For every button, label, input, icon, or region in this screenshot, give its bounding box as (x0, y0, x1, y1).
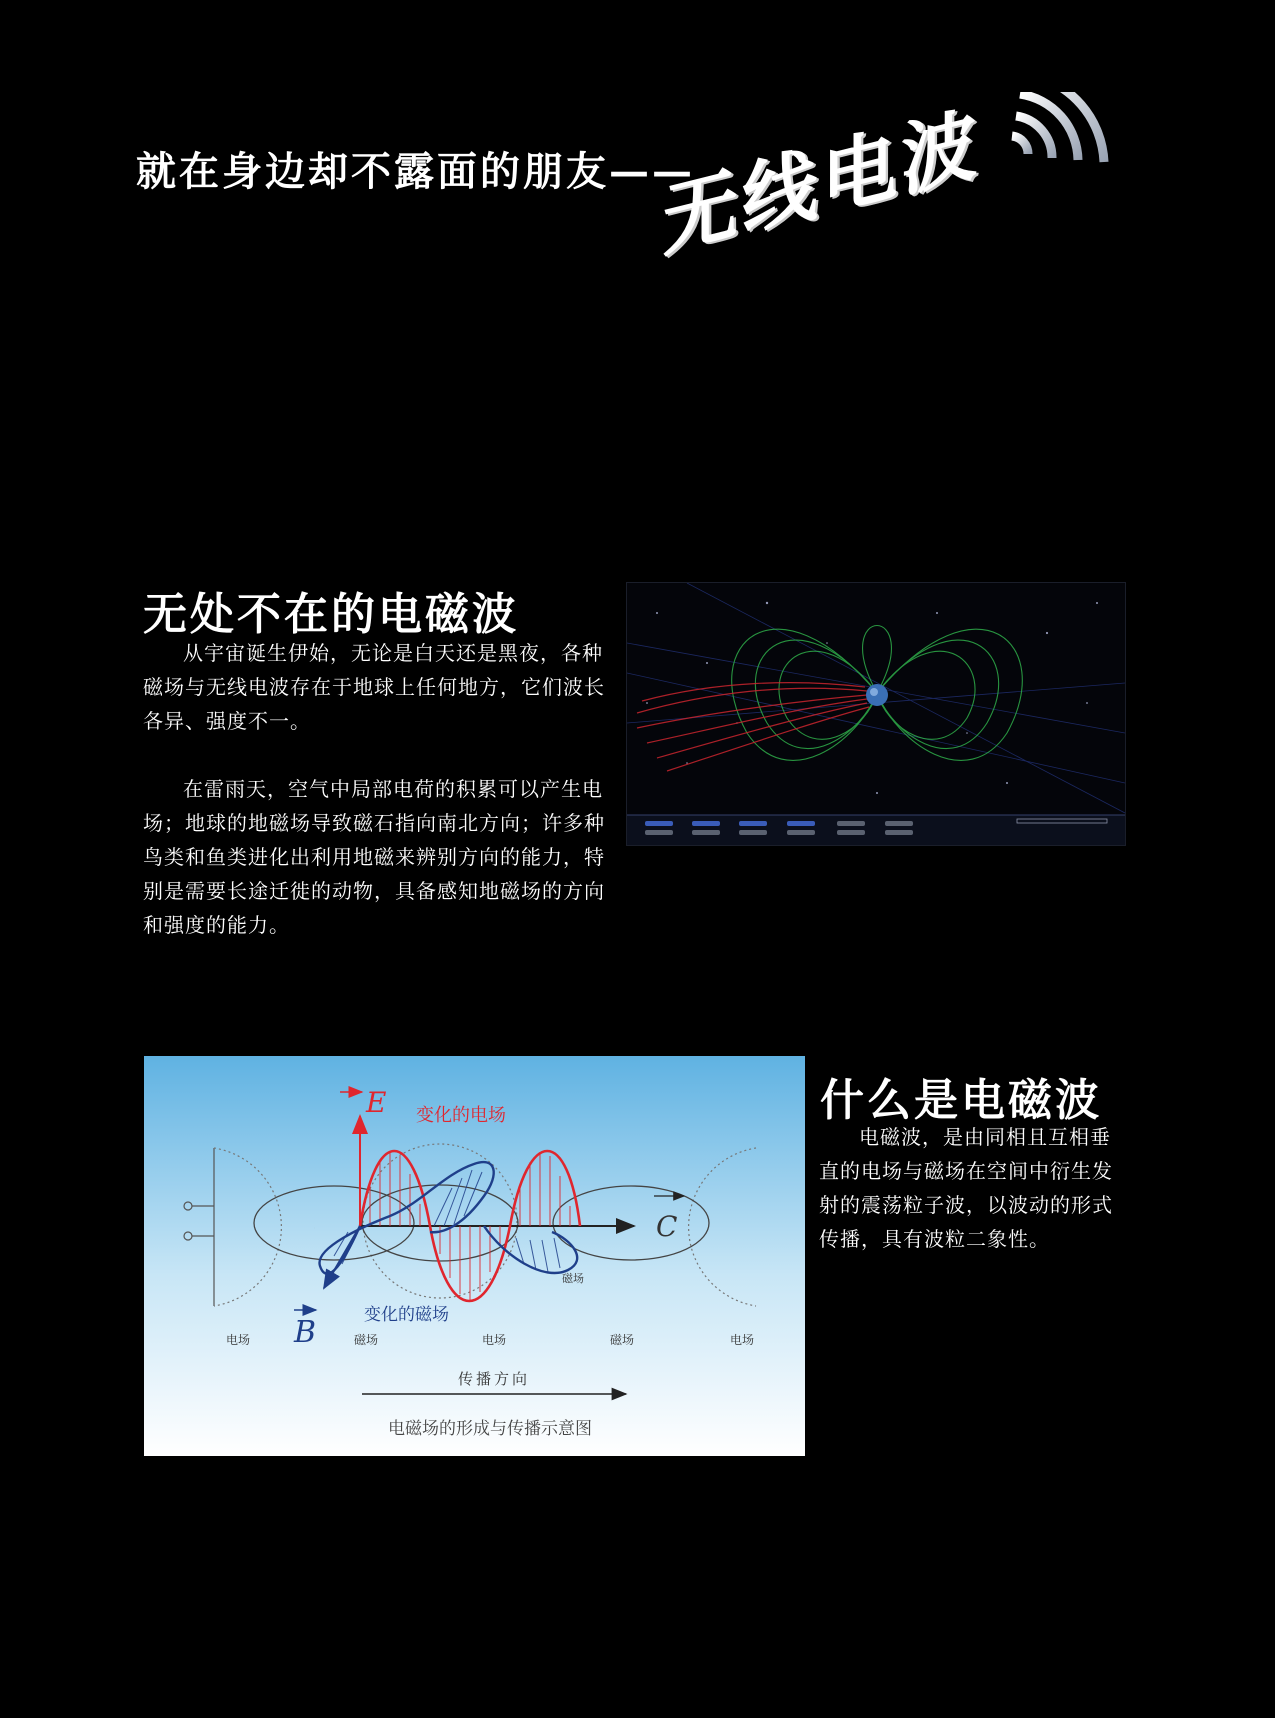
field-label: 磁场 (609, 1333, 635, 1347)
field-label: 磁场 (353, 1333, 379, 1347)
diagram-caption: 电磁场的形成与传播示意图 (388, 1419, 592, 1439)
changing-magnetic-field-label: 变化的磁场 (364, 1305, 449, 1325)
field-label: 电场 (729, 1333, 755, 1347)
section-title-ubiquitous: 无处不在的电磁波 (143, 589, 519, 640)
paragraph: 从宇宙诞生伊始，无论是白天还是黑夜，各种磁场与无线电波存在于地球上任何地方，它们波长各异、强度不一。 (143, 641, 605, 733)
section-title-what-is: 什么是电磁波 (820, 1075, 1102, 1126)
wifi-signal-icon (1010, 92, 1120, 172)
em-wave-diagram-svg (144, 1056, 805, 1456)
section-body-what-is (819, 1120, 1131, 1256)
page-subtitle: 就在身边却不露面的朋友—— (136, 148, 695, 195)
geomagnetic-field-image (626, 582, 1126, 846)
em-wave-diagram (144, 1056, 805, 1456)
propagation-direction-label: 传播方向 (457, 1370, 531, 1388)
e-vector-label: E (366, 1086, 387, 1119)
field-label: 电场 (225, 1333, 251, 1347)
changing-electric-field-label: 变化的电场 (416, 1105, 506, 1126)
section-body-ubiquitous (143, 636, 613, 942)
geomagnetic-field-illustration (627, 583, 1125, 845)
field-label: 电场 (481, 1333, 507, 1347)
paragraph: 电磁波，是由同相且互相垂直的电场与磁场在空间中衍生发射的震荡粒子波，以波动的形式传播，具有波粒二象性。 (819, 1125, 1113, 1251)
page-title: 无线电波 (645, 101, 986, 269)
magnetic-field-label: 磁场 (562, 1272, 584, 1285)
b-vector-label: B (294, 1315, 317, 1350)
paragraph: 在雷雨天，空气中局部电荷的积累可以产生电场；地球的地磁场导致磁石指向南北方向；许多种鸟类和鱼类进化出利用地磁来辨别方向的能力，特别是需要长途迁徙的动物，具备感知地磁场的方向和强度的能力。 (143, 777, 605, 937)
c-vector-label: C (656, 1210, 678, 1243)
